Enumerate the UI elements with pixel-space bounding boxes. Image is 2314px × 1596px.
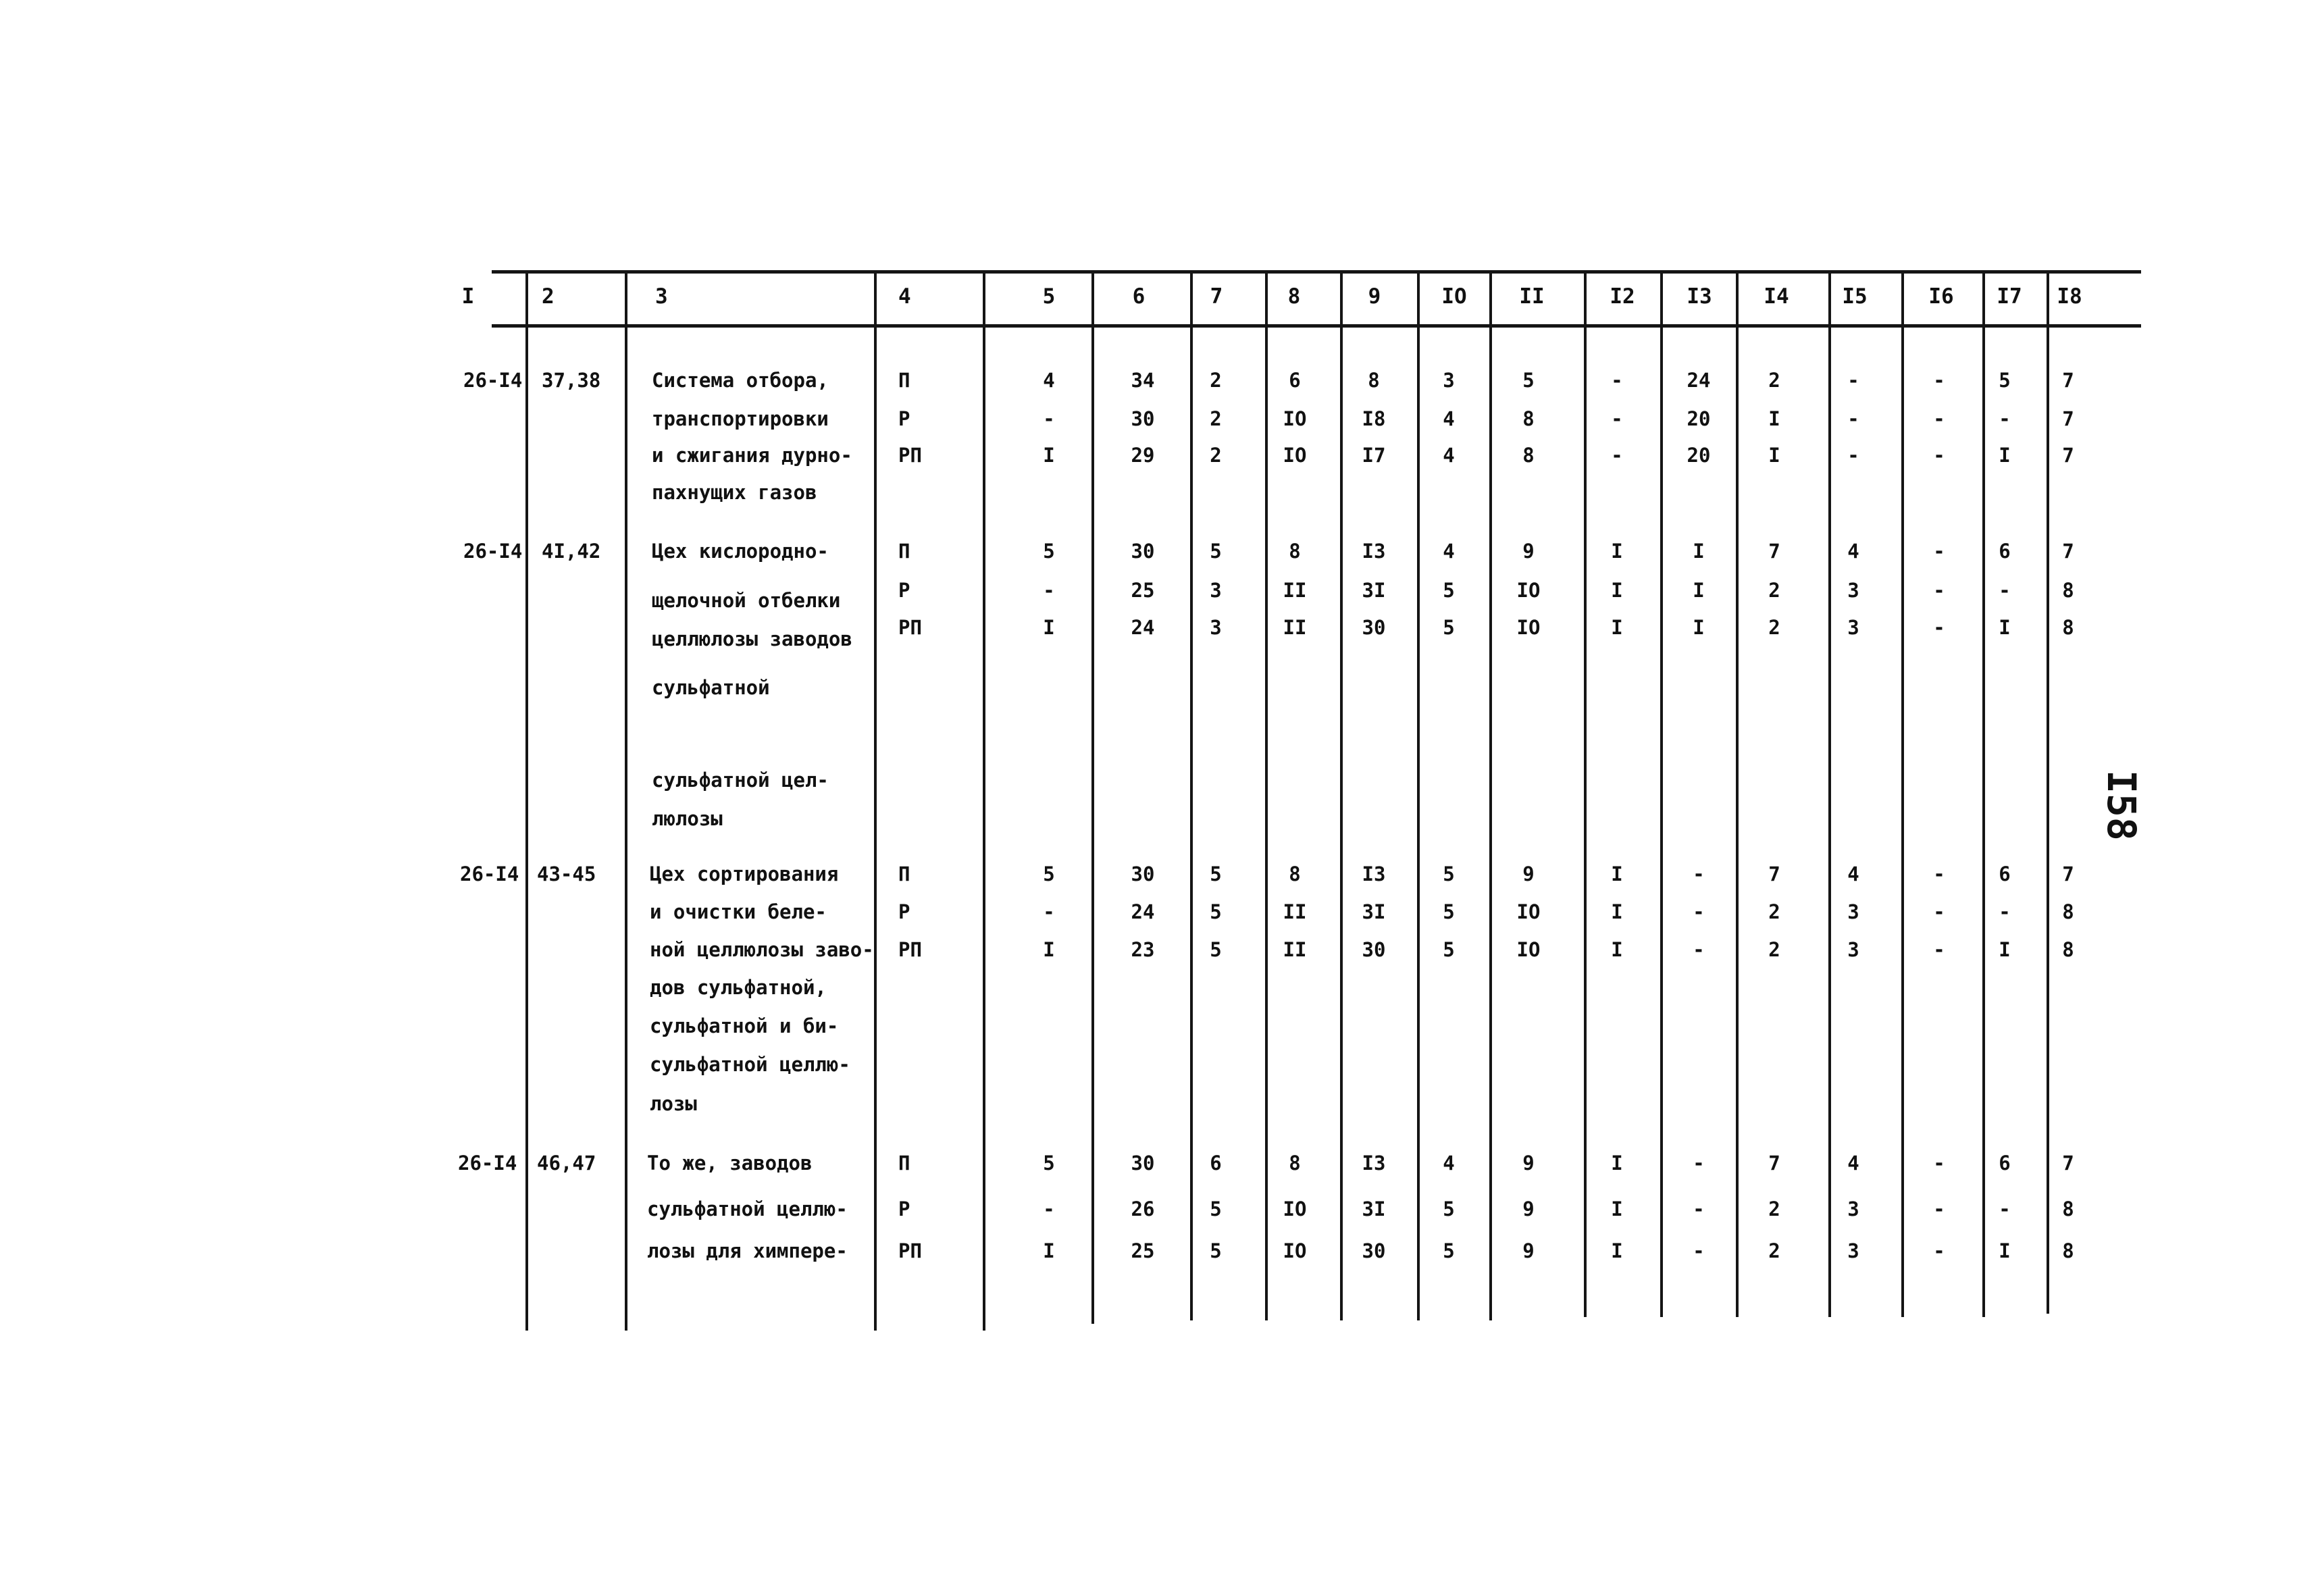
col-header: I3 [1687,284,1712,309]
value-cell: 8 [1289,863,1301,885]
value-cell: I [1611,863,1623,885]
value-cell: 8 [1289,540,1301,563]
col-header: 8 [1287,284,1301,309]
value-cell: 3 [1847,1239,1859,1262]
value-cell: - [1043,1198,1055,1220]
value-cell: 5 [1443,900,1455,923]
value-cell: 3 [1847,579,1859,602]
value-cell: I3 [1362,540,1386,563]
value-cell: - [1999,579,2011,602]
value-cell: 7 [2062,540,2074,563]
value-cell: - [1043,900,1055,923]
value-cell: - [1933,369,1945,392]
column-divider [983,270,985,1331]
value-cell: 4 [1847,863,1859,885]
type-cell: Р [898,579,910,602]
header-top-rule [492,270,2141,274]
value-cell: 3I [1362,1198,1386,1220]
type-cell: П [898,1152,910,1175]
column-divider [1660,270,1663,1317]
value-cell: - [1933,1198,1945,1220]
column-divider [1982,270,1985,1317]
column-divider [2047,270,2049,1314]
column-divider [874,270,877,1331]
row-description-line: сульфатной целлю- [647,1198,848,1220]
value-cell: 24 [1131,900,1155,923]
col-header: I7 [1997,284,2022,309]
value-cell: 5 [1043,1152,1055,1175]
value-cell: - [1693,863,1705,885]
value-cell: IO [1283,1239,1307,1262]
value-cell: IO [1516,579,1541,602]
value-cell: I [1999,616,2011,639]
value-cell: 5 [1210,1239,1222,1262]
col-header: I [461,284,475,309]
value-cell: 5 [1443,616,1455,639]
value-cell: - [1933,540,1945,563]
value-cell: 30 [1131,540,1155,563]
row-description-line: сульфатной цел- [652,769,829,792]
value-cell: 9 [1522,1152,1535,1175]
value-cell: I [1999,444,2011,467]
col-header: 9 [1368,284,1381,309]
type-cell: П [898,369,910,392]
value-cell: 5 [1443,1239,1455,1262]
value-cell: I [1611,1152,1623,1175]
value-cell: I [1043,616,1055,639]
value-cell: 8 [1289,1152,1301,1175]
value-cell: - [1999,1198,2011,1220]
value-cell: I [1611,1239,1623,1262]
value-cell: - [1933,579,1945,602]
value-cell: - [1847,407,1859,430]
row-description-line: люлозы [652,807,723,830]
value-cell: 2 [1210,407,1222,430]
column-divider [1091,270,1094,1324]
value-cell: 6 [1999,863,2011,885]
value-cell: 3 [1847,616,1859,639]
value-cell: - [1999,407,2011,430]
type-cell: П [898,863,910,885]
value-cell: - [1611,444,1623,467]
value-cell: - [1933,407,1945,430]
row-code: 26-I4 [458,1152,517,1175]
value-cell: 5 [1999,369,2011,392]
type-cell: РП [898,938,922,961]
column-divider [1265,270,1268,1320]
value-cell: 4 [1443,540,1455,563]
value-cell: 29 [1131,444,1155,467]
value-cell: 30 [1131,407,1155,430]
value-cell: 5 [1043,540,1055,563]
value-cell: 3 [1847,938,1859,961]
row-description-line: То же, заводов [647,1152,813,1175]
row-description-line: транспортировки [652,407,829,430]
value-cell: 7 [2062,369,2074,392]
value-cell: IO [1516,938,1541,961]
row-description-line: и очистки беле- [650,900,827,923]
value-cell: 8 [2062,938,2074,961]
header-bottom-rule [492,324,2141,328]
row-description-line: дов сульфатной, [650,976,827,999]
value-cell: I [1693,616,1705,639]
value-cell: 30 [1131,1152,1155,1175]
value-cell: I [1611,938,1623,961]
value-cell: 3 [1210,616,1222,639]
row-description-line: пахнущих газов [652,481,817,504]
row-description-line: и сжигания дурно- [652,444,852,467]
value-cell: 5 [1443,1198,1455,1220]
value-cell: 6 [1289,369,1301,392]
value-cell: I3 [1362,1152,1386,1175]
value-cell: - [1611,369,1623,392]
value-cell: I [1611,1198,1623,1220]
value-cell: - [1043,407,1055,430]
col-header: I5 [1842,284,1868,309]
value-cell: - [1933,616,1945,639]
row-description-line: целлюлозы заводов [652,627,852,650]
row-items: 4I,42 [542,540,601,563]
value-cell: - [1043,579,1055,602]
col-header: 4 [898,284,911,309]
value-cell: 3 [1210,579,1222,602]
col-header: 3 [655,284,668,309]
col-header: I6 [1928,284,1954,309]
row-description-line: сульфатной целлю- [650,1053,850,1076]
value-cell: I [1999,1239,2011,1262]
row-items: 46,47 [537,1152,596,1175]
value-cell: 20 [1687,444,1711,467]
value-cell: 8 [1522,407,1535,430]
value-cell: - [1693,1198,1705,1220]
value-cell: 5 [1210,1198,1222,1220]
value-cell: - [1847,369,1859,392]
value-cell: 4 [1847,540,1859,563]
col-header: II [1519,284,1545,309]
value-cell: 3I [1362,579,1386,602]
value-cell: 3 [1847,900,1859,923]
type-cell: Р [898,900,910,923]
row-description-line: Цех сортирования [650,863,839,885]
value-cell: - [1933,938,1945,961]
value-cell: 5 [1522,369,1535,392]
column-divider [1736,270,1739,1317]
value-cell: 20 [1687,407,1711,430]
col-header: 6 [1132,284,1146,309]
value-cell: 8 [2062,616,2074,639]
value-cell: 9 [1522,1239,1535,1262]
value-cell: I3 [1362,863,1386,885]
value-cell: 8 [2062,1239,2074,1262]
value-cell: IO [1283,1198,1307,1220]
value-cell: 7 [1768,1152,1780,1175]
type-cell: Р [898,407,910,430]
value-cell: I [1611,540,1623,563]
value-cell: 6 [1210,1152,1222,1175]
row-description-line: сульфатной [652,676,770,699]
value-cell: I [1611,616,1623,639]
row-description-line: лозы [650,1092,697,1115]
value-cell: 4 [1443,407,1455,430]
value-cell: 7 [2062,407,2074,430]
value-cell: I [1693,579,1705,602]
value-cell: - [1933,444,1945,467]
value-cell: 8 [1368,369,1380,392]
value-cell: - [1933,1239,1945,1262]
value-cell: II [1283,579,1307,602]
row-items: 43-45 [537,863,596,885]
column-divider [1489,270,1492,1320]
value-cell: 24 [1687,369,1711,392]
value-cell: 30 [1362,938,1386,961]
col-header: 2 [542,284,555,309]
value-cell: IO [1516,616,1541,639]
value-cell: II [1283,938,1307,961]
value-cell: IO [1283,444,1307,467]
value-cell: 2 [1768,1239,1780,1262]
value-cell: I [1693,540,1705,563]
type-cell: РП [898,616,922,639]
value-cell: - [1611,407,1623,430]
value-cell: 30 [1362,616,1386,639]
value-cell: 30 [1362,1239,1386,1262]
value-cell: I [1611,900,1623,923]
value-cell: 2 [1768,579,1780,602]
value-cell: 24 [1131,616,1155,639]
value-cell: 4 [1043,369,1055,392]
value-cell: 7 [2062,863,2074,885]
value-cell: 2 [1768,369,1780,392]
value-cell: - [1933,900,1945,923]
value-cell: 7 [1768,863,1780,885]
column-divider [1340,270,1343,1320]
row-code: 26-I4 [460,863,519,885]
value-cell: 8 [2062,900,2074,923]
value-cell: I [1611,579,1623,602]
value-cell: 7 [2062,444,2074,467]
value-cell: 4 [1443,1152,1455,1175]
value-cell: 2 [1768,900,1780,923]
value-cell: 4 [1847,1152,1859,1175]
value-cell: 3 [1847,1198,1859,1220]
row-description-line: Система отбора, [652,369,829,392]
value-cell: II [1283,616,1307,639]
value-cell: IO [1516,900,1541,923]
column-divider [1828,270,1831,1317]
value-cell: 3 [1443,369,1455,392]
col-header: IO [1441,284,1467,309]
col-header: I8 [2057,284,2082,309]
row-description-line: Цех кислородно- [652,540,829,563]
value-cell: 30 [1131,863,1155,885]
value-cell: I [1043,444,1055,467]
value-cell: I [1768,444,1780,467]
row-description-line: лозы для химпере- [647,1239,848,1262]
value-cell: 8 [2062,1198,2074,1220]
value-cell: - [1933,863,1945,885]
value-cell: 5 [1443,863,1455,885]
value-cell: 9 [1522,863,1535,885]
type-cell: Р [898,1198,910,1220]
value-cell: 2 [1210,444,1222,467]
value-cell: 26 [1131,1198,1155,1220]
value-cell: - [1933,1152,1945,1175]
value-cell: 7 [2062,1152,2074,1175]
value-cell: - [1693,938,1705,961]
type-cell: РП [898,1239,922,1262]
value-cell: I [1043,1239,1055,1262]
value-cell: 8 [2062,579,2074,602]
value-cell: I8 [1362,407,1386,430]
column-divider [525,270,528,1331]
value-cell: 9 [1522,1198,1535,1220]
column-divider [1190,270,1193,1320]
type-cell: РП [898,444,922,467]
value-cell: 34 [1131,369,1155,392]
value-cell: 5 [1443,938,1455,961]
value-cell: 2 [1210,369,1222,392]
value-cell: 4 [1443,444,1455,467]
value-cell: 7 [1768,540,1780,563]
value-cell: 23 [1131,938,1155,961]
value-cell: 25 [1131,1239,1155,1262]
col-header: 7 [1210,284,1223,309]
value-cell: I [1043,938,1055,961]
value-cell: - [1847,444,1859,467]
value-cell: 5 [1210,900,1222,923]
type-cell: П [898,540,910,563]
value-cell: 5 [1043,863,1055,885]
value-cell: 25 [1131,579,1155,602]
col-header: I4 [1764,284,1789,309]
value-cell: - [1693,1152,1705,1175]
value-cell: 2 [1768,616,1780,639]
value-cell: 5 [1210,938,1222,961]
row-description-line: сульфатной и би- [650,1014,839,1037]
value-cell: II [1283,900,1307,923]
value-cell: 8 [1522,444,1535,467]
value-cell: I7 [1362,444,1386,467]
value-cell: - [1693,900,1705,923]
value-cell: 9 [1522,540,1535,563]
col-header: I2 [1610,284,1635,309]
value-cell: - [1693,1239,1705,1262]
value-cell: I [1999,938,2011,961]
value-cell: 2 [1768,938,1780,961]
page-number: I58 [2099,770,2144,841]
row-description-line: ной целлюлозы заво- [650,938,874,961]
value-cell: 5 [1210,863,1222,885]
value-cell: IO [1283,407,1307,430]
value-cell: - [1999,900,2011,923]
value-cell: 6 [1999,1152,2011,1175]
value-cell: I [1768,407,1780,430]
row-code: 26-I4 [463,369,523,392]
col-header: 5 [1042,284,1056,309]
column-divider [1901,270,1904,1317]
row-items: 37,38 [542,369,601,392]
row-description-line: щелочной отбелки [652,589,841,612]
value-cell: 2 [1768,1198,1780,1220]
column-divider [1417,270,1420,1320]
value-cell: 6 [1999,540,2011,563]
value-cell: 5 [1210,540,1222,563]
value-cell: 3I [1362,900,1386,923]
row-code: 26-I4 [463,540,523,563]
column-divider [1584,270,1587,1317]
value-cell: 5 [1443,579,1455,602]
column-divider [625,270,627,1331]
